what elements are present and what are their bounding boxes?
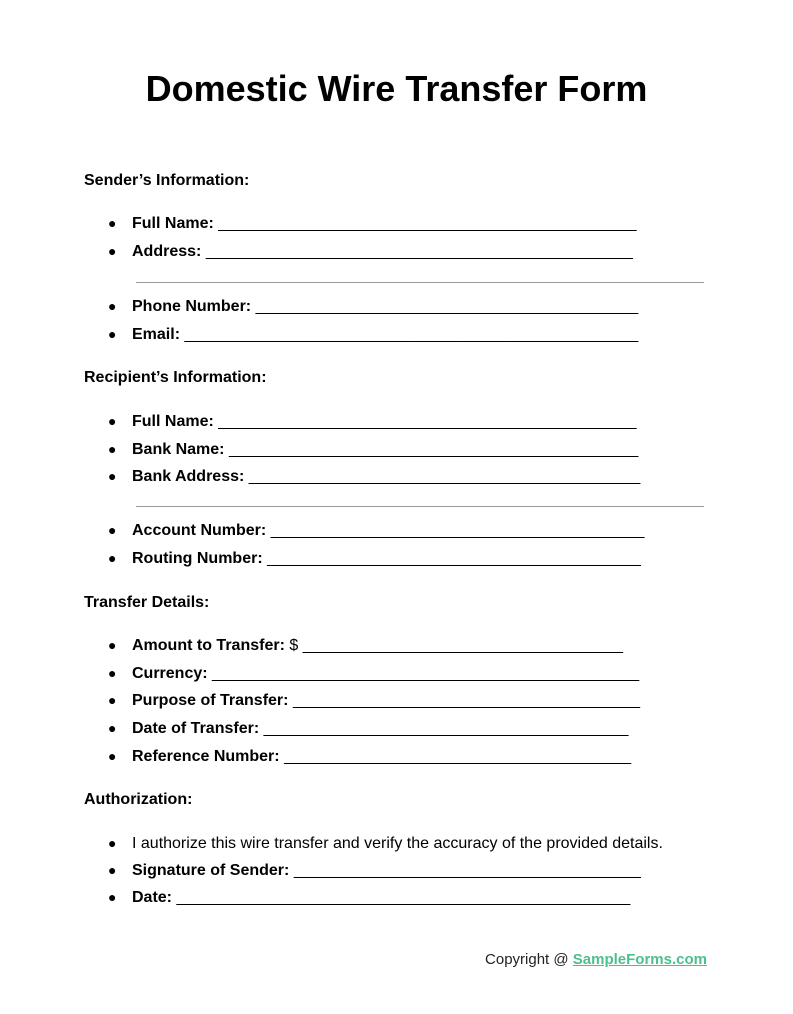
bullet-icon: ● — [108, 243, 117, 259]
amount-field[interactable] — [108, 637, 623, 655]
currency-field[interactable] — [108, 665, 639, 683]
bullet-icon: ● — [108, 298, 117, 314]
bullet-icon: ● — [108, 720, 117, 736]
blank-line[interactable]: ________________________________________________ — [205, 243, 633, 260]
bullet-icon: ● — [108, 637, 117, 653]
field-label: Full Name: — [132, 215, 214, 232]
recipient-routing-number-field[interactable] — [108, 550, 641, 568]
bullet-icon: ● — [108, 468, 117, 484]
field-label: Date of Transfer: — [132, 720, 260, 737]
field-label: Reference Number: — [132, 748, 280, 765]
statement-text: I authorize this wire transfer and verify the accuracy of the provided details. — [132, 835, 663, 852]
signature-date-field[interactable] — [108, 889, 630, 907]
bullet-icon: ● — [108, 835, 117, 851]
blank-line[interactable]: ___________________________________________________ — [184, 326, 639, 343]
blank-line[interactable]: ____________________________________________ — [248, 468, 641, 485]
field-label: Routing Number: — [132, 550, 263, 567]
recipient-full-name-field[interactable] — [108, 413, 636, 431]
field-label: Date: — [132, 889, 173, 906]
field-label: Full Name: — [132, 413, 214, 430]
blank-line[interactable]: ____________________________________ — [302, 637, 624, 654]
currency-prefix: $ — [289, 637, 299, 654]
field-label: Account Number: — [132, 522, 267, 539]
blank-line[interactable]: _________________________________________ — [263, 720, 629, 737]
authorization-statement — [108, 835, 663, 853]
transfer-date-field[interactable] — [108, 720, 628, 738]
purpose-field[interactable] — [108, 692, 640, 710]
field-label: Bank Address: — [132, 468, 245, 485]
recipient-bank-name-field[interactable] — [108, 441, 638, 459]
blank-line[interactable]: ___________________________________________________ — [176, 889, 631, 906]
transfer-heading: Transfer Details: — [84, 594, 210, 611]
bullet-icon: ● — [108, 550, 117, 566]
signature-field[interactable] — [108, 862, 641, 880]
blank-line[interactable]: _______________________________________________ — [218, 413, 637, 430]
recipient-account-number-field[interactable] — [108, 522, 644, 540]
recipient-bank-address-field[interactable] — [108, 468, 640, 486]
blank-line[interactable]: ________________________________________________ — [212, 665, 640, 682]
bullet-icon: ● — [108, 692, 117, 708]
sender-phone-field[interactable] — [108, 298, 638, 316]
footer-copyright — [485, 951, 707, 968]
blank-line[interactable]: _______________________________________________ — [218, 215, 637, 232]
authorization-heading: Authorization: — [84, 791, 193, 808]
form-title: Domestic Wire Transfer Form — [145, 68, 648, 109]
bank-address-continuation-line[interactable] — [136, 506, 704, 507]
address-continuation-line[interactable] — [136, 282, 704, 283]
bullet-icon: ● — [108, 665, 117, 681]
bullet-icon: ● — [108, 889, 117, 905]
bullet-icon: ● — [108, 522, 117, 538]
bullet-icon: ● — [108, 441, 117, 457]
brand-link[interactable]: SampleForms.com — [572, 951, 707, 968]
field-label: Bank Name: — [132, 441, 225, 458]
field-label: Amount to Transfer: — [132, 637, 285, 654]
bullet-icon: ● — [108, 326, 117, 342]
blank-line[interactable]: ___________________________________________ — [255, 298, 639, 315]
field-label: Email: — [132, 326, 181, 343]
bullet-icon: ● — [108, 862, 117, 878]
bullet-icon: ● — [108, 413, 117, 429]
blank-line[interactable]: _______________________________________ — [292, 692, 640, 709]
blank-line[interactable]: _______________________________________ — [293, 862, 641, 879]
recipient-heading: Recipient’s Information: — [84, 369, 267, 386]
field-label: Currency: — [132, 665, 208, 682]
blank-line[interactable]: _______________________________________ — [284, 748, 632, 765]
bullet-icon: ● — [108, 215, 117, 231]
field-label: Signature of Sender: — [132, 862, 290, 879]
sender-address-field[interactable] — [108, 243, 633, 261]
blank-line[interactable]: __________________________________________ — [270, 522, 645, 539]
reference-number-field[interactable] — [108, 748, 631, 766]
blank-line[interactable]: ______________________________________________ — [228, 441, 639, 458]
blank-line[interactable]: __________________________________________ — [267, 550, 641, 567]
field-label: Purpose of Transfer: — [132, 692, 289, 709]
copyright-text: Copyright @ — [485, 951, 573, 968]
field-label: Address: — [132, 243, 202, 260]
sender-heading: Sender’s Information: — [84, 172, 250, 189]
field-label: Phone Number: — [132, 298, 252, 315]
sender-full-name-field[interactable] — [108, 215, 636, 233]
bullet-icon: ● — [108, 748, 117, 764]
sender-email-field[interactable] — [108, 326, 638, 344]
